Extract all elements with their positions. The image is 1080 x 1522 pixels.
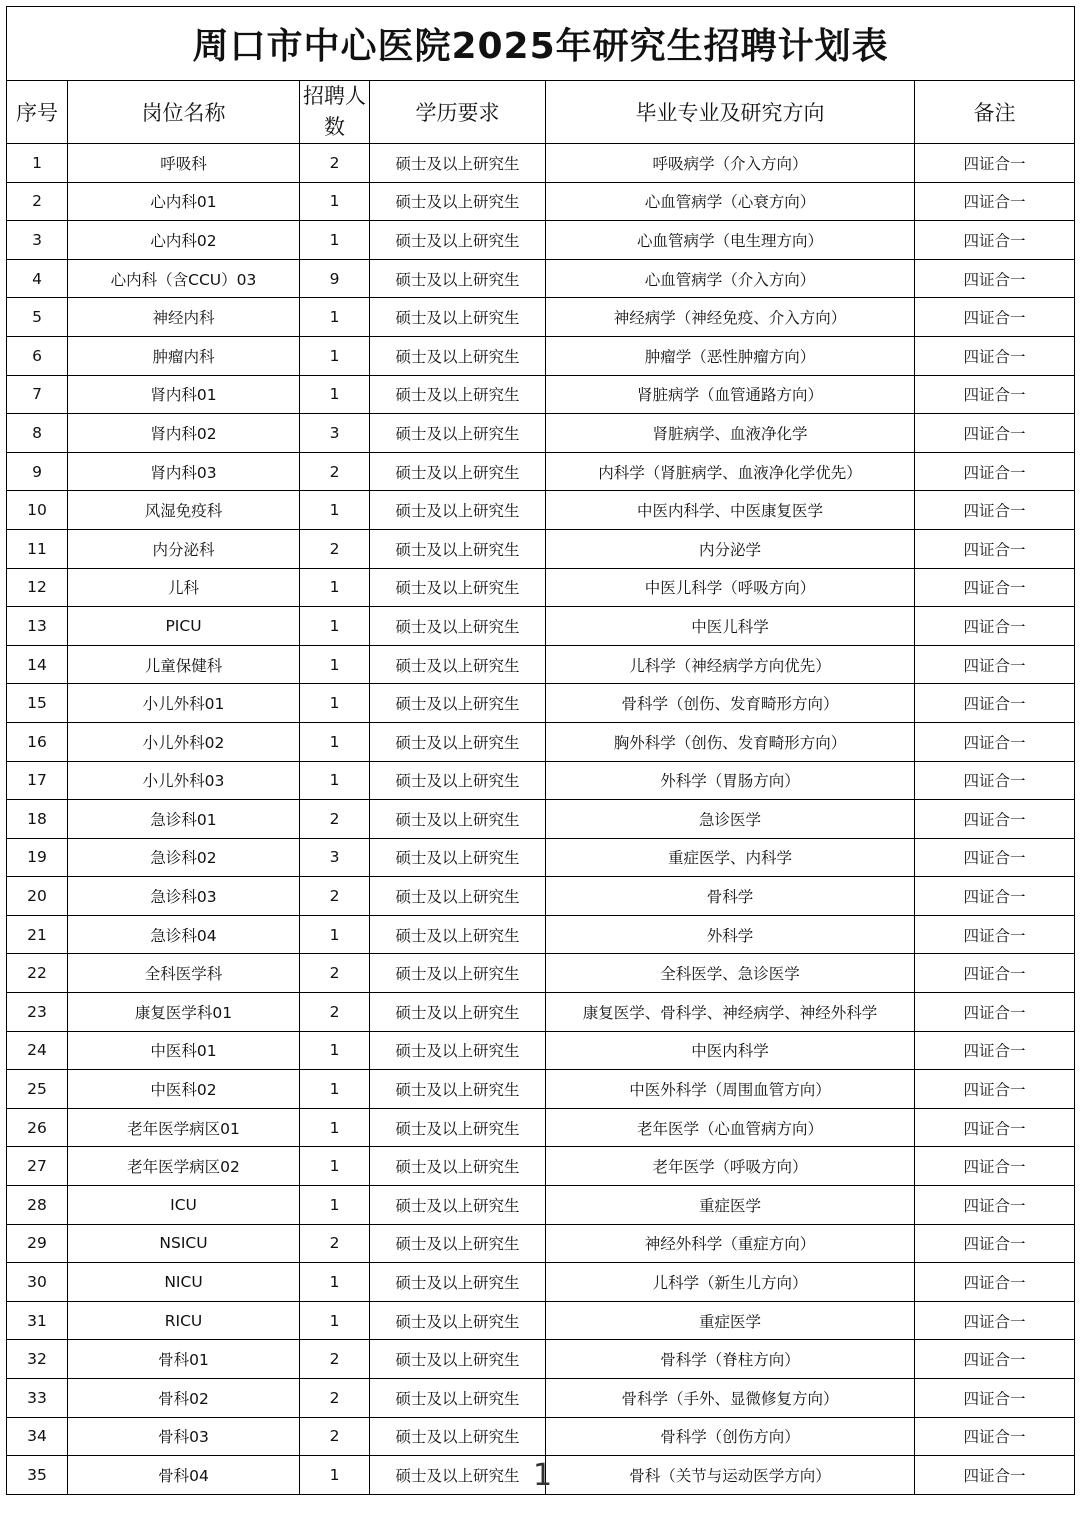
cell-position: 肾内科03 [68,452,300,491]
table-row [7,1417,1075,1456]
cell-index: 1 [7,144,68,183]
cell-education: 硕士及以上研究生 [370,259,546,298]
cell-major: 全科医学、急诊医学 [546,954,915,993]
table-row [7,568,1075,607]
cell-major: 外科学 [546,915,915,954]
cell-position: 肾内科02 [68,414,300,453]
cell-major: 呼吸病学（介入方向） [546,144,915,183]
table-row [7,1070,1075,1109]
cell-education: 硕士及以上研究生 [370,336,546,375]
cell-index: 12 [7,568,68,607]
cell-index: 9 [7,452,68,491]
cell-education: 硕士及以上研究生 [370,144,546,183]
cell-position: 肾内科01 [68,375,300,414]
cell-remarks: 四证合一 [915,259,1075,298]
cell-education: 硕士及以上研究生 [370,645,546,684]
cell-headcount: 1 [300,1263,370,1302]
cell-education: 硕士及以上研究生 [370,182,546,221]
cell-major: 骨科学 [546,877,915,916]
cell-education: 硕士及以上研究生 [370,491,546,530]
cell-headcount: 1 [300,221,370,260]
cell-index: 18 [7,800,68,839]
cell-position: ICU [68,1186,300,1225]
table-row [7,221,1075,260]
table-row [7,722,1075,761]
cell-remarks: 四证合一 [915,800,1075,839]
cell-major: 儿科学（神经病学方向优先） [546,645,915,684]
table-row [7,336,1075,375]
cell-headcount: 1 [300,336,370,375]
cell-position: 中医科01 [68,1031,300,1070]
cell-remarks: 四证合一 [915,491,1075,530]
cell-remarks: 四证合一 [915,529,1075,568]
cell-position: NSICU [68,1224,300,1263]
cell-major: 康复医学、骨科学、神经病学、神经外科学 [546,993,915,1032]
cell-index: 6 [7,336,68,375]
cell-remarks: 四证合一 [915,1417,1075,1456]
cell-major: 骨科（关节与运动医学方向） [546,1456,915,1495]
cell-education: 硕士及以上研究生 [370,1417,546,1456]
cell-position: 肿瘤内科 [68,336,300,375]
cell-position: 心内科02 [68,221,300,260]
cell-education: 硕士及以上研究生 [370,684,546,723]
cell-remarks: 四证合一 [915,1456,1075,1495]
cell-major: 儿科学（新生儿方向） [546,1263,915,1302]
cell-headcount: 1 [300,1301,370,1340]
cell-major: 内科学（肾脏病学、血液净化学优先） [546,452,915,491]
table-row [7,954,1075,993]
cell-index: 2 [7,182,68,221]
cell-index: 30 [7,1263,68,1302]
cell-position: PICU [68,607,300,646]
cell-position: RICU [68,1301,300,1340]
cell-index: 13 [7,607,68,646]
cell-remarks: 四证合一 [915,1379,1075,1418]
table-row [7,259,1075,298]
cell-remarks: 四证合一 [915,954,1075,993]
cell-index: 16 [7,722,68,761]
cell-major: 心血管病学（电生理方向） [546,221,915,260]
cell-major: 骨科学（创伤、发育畸形方向） [546,684,915,723]
cell-index: 7 [7,375,68,414]
cell-remarks: 四证合一 [915,1301,1075,1340]
cell-headcount: 1 [300,1108,370,1147]
cell-remarks: 四证合一 [915,1031,1075,1070]
cell-remarks: 四证合一 [915,722,1075,761]
cell-major: 神经外科学（重症方向） [546,1224,915,1263]
table-row [7,298,1075,337]
cell-remarks: 四证合一 [915,1340,1075,1379]
cell-headcount: 1 [300,684,370,723]
cell-remarks: 四证合一 [915,568,1075,607]
cell-headcount: 1 [300,1070,370,1109]
cell-major: 心血管病学（心衰方向） [546,182,915,221]
cell-headcount: 1 [300,1186,370,1225]
cell-remarks: 四证合一 [915,1224,1075,1263]
cell-education: 硕士及以上研究生 [370,1379,546,1418]
cell-remarks: 四证合一 [915,298,1075,337]
cell-education: 硕士及以上研究生 [370,877,546,916]
cell-index: 27 [7,1147,68,1186]
table-body [7,144,1075,1495]
cell-headcount: 1 [300,182,370,221]
cell-index: 25 [7,1070,68,1109]
cell-position: 急诊科01 [68,800,300,839]
cell-position: NICU [68,1263,300,1302]
cell-position: 儿科 [68,568,300,607]
table-row [7,491,1075,530]
table-row [7,684,1075,723]
cell-headcount: 2 [300,452,370,491]
cell-index: 33 [7,1379,68,1418]
cell-remarks: 四证合一 [915,1147,1075,1186]
cell-remarks: 四证合一 [915,1070,1075,1109]
column-header-major: 毕业专业及研究方向 [546,81,915,144]
cell-major: 肾脏病学、血液净化学 [546,414,915,453]
cell-index: 5 [7,298,68,337]
cell-headcount: 1 [300,1456,370,1495]
cell-position: 急诊科03 [68,877,300,916]
table-row [7,607,1075,646]
cell-headcount: 9 [300,259,370,298]
cell-remarks: 四证合一 [915,607,1075,646]
cell-index: 31 [7,1301,68,1340]
cell-index: 3 [7,221,68,260]
cell-headcount: 1 [300,298,370,337]
recruitment-plan-table [6,6,1075,1495]
cell-headcount: 1 [300,568,370,607]
cell-remarks: 四证合一 [915,375,1075,414]
column-header-position: 岗位名称 [68,81,300,144]
cell-headcount: 1 [300,761,370,800]
cell-remarks: 四证合一 [915,1108,1075,1147]
cell-headcount: 2 [300,877,370,916]
cell-headcount: 2 [300,954,370,993]
cell-remarks: 四证合一 [915,144,1075,183]
cell-major: 中医内科学 [546,1031,915,1070]
cell-remarks: 四证合一 [915,336,1075,375]
cell-education: 硕士及以上研究生 [370,375,546,414]
cell-position: 神经内科 [68,298,300,337]
table-row [7,877,1075,916]
cell-index: 32 [7,1340,68,1379]
cell-major: 心血管病学（介入方向） [546,259,915,298]
cell-position: 心内科01 [68,182,300,221]
table-row [7,645,1075,684]
cell-position: 心内科（含CCU）03 [68,259,300,298]
table-row [7,414,1075,453]
cell-education: 硕士及以上研究生 [370,1070,546,1109]
cell-major: 神经病学（神经免疫、介入方向） [546,298,915,337]
cell-position: 小儿外科01 [68,684,300,723]
cell-headcount: 2 [300,1379,370,1418]
cell-major: 肾脏病学（血管通路方向） [546,375,915,414]
cell-index: 15 [7,684,68,723]
table-row [7,1379,1075,1418]
table-row [7,993,1075,1032]
cell-education: 硕士及以上研究生 [370,568,546,607]
cell-remarks: 四证合一 [915,182,1075,221]
cell-index: 10 [7,491,68,530]
cell-index: 26 [7,1108,68,1147]
cell-index: 29 [7,1224,68,1263]
cell-remarks: 四证合一 [915,1186,1075,1225]
cell-position: 骨科01 [68,1340,300,1379]
cell-education: 硕士及以上研究生 [370,1224,546,1263]
cell-index: 17 [7,761,68,800]
cell-remarks: 四证合一 [915,684,1075,723]
cell-education: 硕士及以上研究生 [370,221,546,260]
cell-major: 中医儿科学 [546,607,915,646]
cell-major: 外科学（胃肠方向） [546,761,915,800]
cell-major: 老年医学（心血管病方向） [546,1108,915,1147]
cell-headcount: 1 [300,915,370,954]
cell-position: 骨科03 [68,1417,300,1456]
cell-index: 22 [7,954,68,993]
cell-remarks: 四证合一 [915,838,1075,877]
cell-headcount: 1 [300,645,370,684]
cell-remarks: 四证合一 [915,645,1075,684]
column-header-remarks: 备注 [915,81,1075,144]
cell-index: 34 [7,1417,68,1456]
table-row [7,144,1075,183]
cell-education: 硕士及以上研究生 [370,452,546,491]
cell-index: 24 [7,1031,68,1070]
column-header-index: 序号 [7,81,68,144]
cell-headcount: 2 [300,1340,370,1379]
cell-index: 19 [7,838,68,877]
cell-major: 内分泌学 [546,529,915,568]
cell-education: 硕士及以上研究生 [370,1147,546,1186]
cell-position: 老年医学病区01 [68,1108,300,1147]
table-row [7,1224,1075,1263]
cell-education: 硕士及以上研究生 [370,915,546,954]
cell-major: 骨科学（手外、显微修复方向） [546,1379,915,1418]
cell-headcount: 1 [300,722,370,761]
cell-position: 全科医学科 [68,954,300,993]
cell-remarks: 四证合一 [915,452,1075,491]
cell-major: 胸外科学（创伤、发育畸形方向） [546,722,915,761]
cell-education: 硕士及以上研究生 [370,414,546,453]
cell-remarks: 四证合一 [915,221,1075,260]
table-row [7,452,1075,491]
cell-education: 硕士及以上研究生 [370,761,546,800]
cell-education: 硕士及以上研究生 [370,838,546,877]
table-row [7,1108,1075,1147]
cell-remarks: 四证合一 [915,915,1075,954]
cell-position: 中医科02 [68,1070,300,1109]
cell-remarks: 四证合一 [915,1263,1075,1302]
table-row [7,1301,1075,1340]
cell-position: 急诊科04 [68,915,300,954]
cell-education: 硕士及以上研究生 [370,993,546,1032]
cell-education: 硕士及以上研究生 [370,607,546,646]
cell-position: 小儿外科03 [68,761,300,800]
cell-education: 硕士及以上研究生 [370,1456,546,1495]
cell-index: 20 [7,877,68,916]
cell-headcount: 2 [300,800,370,839]
cell-major: 中医内科学、中医康复医学 [546,491,915,530]
table-row [7,375,1075,414]
cell-major: 重症医学 [546,1186,915,1225]
table-row [7,761,1075,800]
cell-remarks: 四证合一 [915,877,1075,916]
cell-major: 重症医学、内科学 [546,838,915,877]
cell-headcount: 2 [300,144,370,183]
cell-index: 21 [7,915,68,954]
cell-education: 硕士及以上研究生 [370,1108,546,1147]
cell-index: 4 [7,259,68,298]
cell-education: 硕士及以上研究生 [370,529,546,568]
cell-position: 儿童保健科 [68,645,300,684]
column-header-headcount: 招聘人数 [300,81,370,144]
cell-major: 老年医学（呼吸方向） [546,1147,915,1186]
cell-headcount: 1 [300,1147,370,1186]
table-row [7,915,1075,954]
cell-index: 28 [7,1186,68,1225]
page-number: 1 [533,1458,553,1493]
cell-headcount: 2 [300,1417,370,1456]
cell-index: 14 [7,645,68,684]
cell-index: 23 [7,993,68,1032]
cell-headcount: 2 [300,529,370,568]
table-row [7,529,1075,568]
page-title: 周口市中心医院2025年研究生招聘计划表 [7,7,1075,81]
cell-headcount: 3 [300,838,370,877]
cell-position: 小儿外科02 [68,722,300,761]
cell-headcount: 2 [300,993,370,1032]
cell-headcount: 3 [300,414,370,453]
cell-headcount: 1 [300,607,370,646]
cell-education: 硕士及以上研究生 [370,298,546,337]
cell-education: 硕士及以上研究生 [370,1301,546,1340]
table-row [7,1147,1075,1186]
cell-position: 呼吸科 [68,144,300,183]
column-header-education: 学历要求 [370,81,546,144]
cell-education: 硕士及以上研究生 [370,722,546,761]
cell-position: 康复医学科01 [68,993,300,1032]
table-row [7,1186,1075,1225]
cell-position: 风湿免疫科 [68,491,300,530]
cell-headcount: 1 [300,491,370,530]
cell-position: 急诊科02 [68,838,300,877]
cell-index: 8 [7,414,68,453]
cell-education: 硕士及以上研究生 [370,1263,546,1302]
cell-major: 中医儿科学（呼吸方向） [546,568,915,607]
cell-position: 骨科04 [68,1456,300,1495]
cell-education: 硕士及以上研究生 [370,1031,546,1070]
cell-index: 35 [7,1456,68,1495]
cell-headcount: 2 [300,1224,370,1263]
table-row [7,800,1075,839]
cell-headcount: 1 [300,1031,370,1070]
cell-major: 急诊医学 [546,800,915,839]
cell-index: 11 [7,529,68,568]
table-row [7,1340,1075,1379]
header-row [7,81,1075,144]
cell-position: 内分泌科 [68,529,300,568]
cell-major: 重症医学 [546,1301,915,1340]
cell-remarks: 四证合一 [915,414,1075,453]
table-row [7,182,1075,221]
cell-major: 中医外科学（周围血管方向） [546,1070,915,1109]
cell-headcount: 1 [300,375,370,414]
cell-remarks: 四证合一 [915,761,1075,800]
cell-position: 老年医学病区02 [68,1147,300,1186]
table-row [7,1031,1075,1070]
cell-education: 硕士及以上研究生 [370,800,546,839]
cell-remarks: 四证合一 [915,993,1075,1032]
cell-education: 硕士及以上研究生 [370,1186,546,1225]
table-row [7,838,1075,877]
cell-position: 骨科02 [68,1379,300,1418]
cell-education: 硕士及以上研究生 [370,1340,546,1379]
table-row [7,1263,1075,1302]
cell-major: 肿瘤学（恶性肿瘤方向） [546,336,915,375]
cell-major: 骨科学（脊柱方向） [546,1340,915,1379]
cell-major: 骨科学（创伤方向） [546,1417,915,1456]
cell-education: 硕士及以上研究生 [370,954,546,993]
